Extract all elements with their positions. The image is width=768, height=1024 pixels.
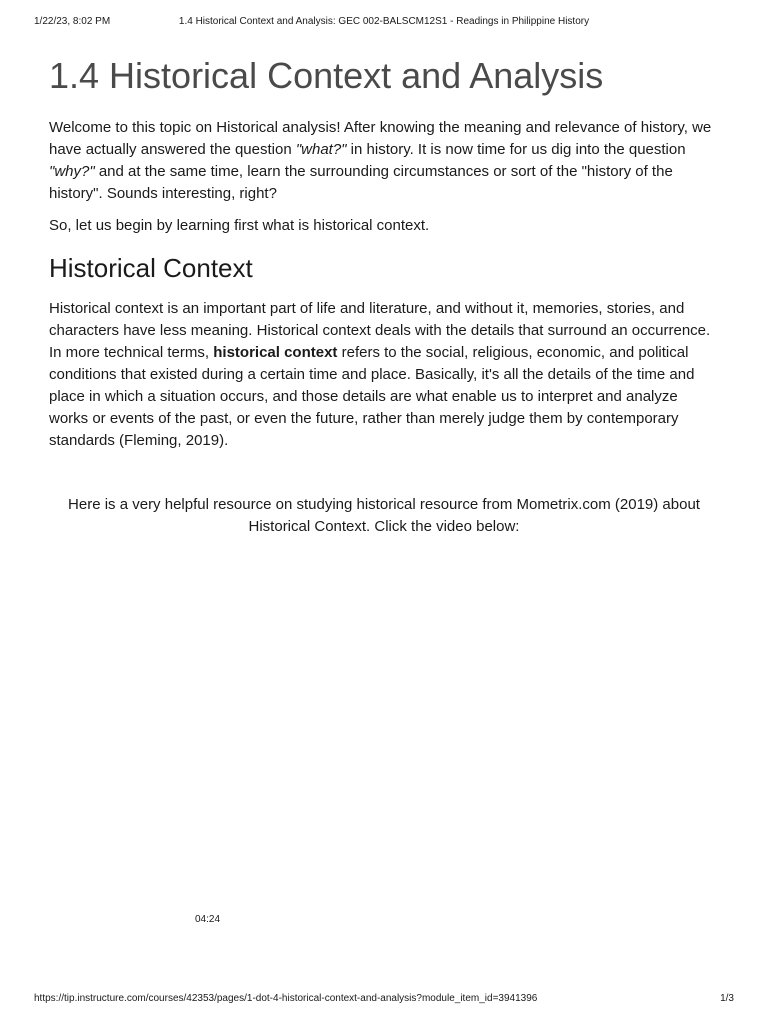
print-footer (34, 993, 734, 1009)
intro-text-3: and at the same time, learn the surrounding circumstances or sort of the "history of the history". Sounds interesting, right? (49, 163, 673, 202)
print-header (34, 16, 734, 32)
video-embed[interactable] (49, 548, 719, 938)
resource-text: Here is a very helpful resource on studying historical resource from Mometrix.com (2019) about Historical Context. Click the video below: (68, 496, 700, 535)
intro-why-emphasis: "why?" (49, 163, 95, 180)
print-document-title: 1.4 Historical Context and Analysis: GEC 002-BALSCM12S1 - Readings in Philippine History (178, 16, 590, 27)
print-page-indicator: 1/3 (720, 993, 734, 1004)
context-text-2: refers to the social, religious, economic, and political conditions that existed during a certain time and place. Basically, it's all the details of the time and place in which a situation occurs, and those details are what enable us to interpret and analyze works or events of the past, or even the future, rather than merely judge them by contemporary standards (Fleming, 2019). (49, 344, 695, 449)
page-title: 1.4 Historical Context and Analysis (49, 55, 604, 96)
video-duration: 04:24 (195, 914, 221, 925)
context-bold-term: historical context (213, 344, 338, 361)
intro-paragraph (49, 117, 719, 205)
print-datetime: 1/22/23, 8:02 PM (34, 16, 111, 27)
context-text-1: Historical context is an important part of life and literature, and without it, memories, stories, and characters have less meaning. Historical context deals with the details that surround an occurrence. In more technical terms, (49, 300, 711, 361)
resource-paragraph (49, 494, 719, 538)
section-heading-historical-context: Historical Context (49, 253, 253, 283)
print-url: https://tip.instructure.com/courses/42353/pages/1-dot-4-historical-context-and-analysis?module_item_id=3941396 (34, 993, 538, 1004)
begin-text: So, let us begin by learning first what is historical context. (49, 217, 430, 234)
begin-paragraph (49, 215, 719, 237)
intro-text-1: Welcome to this topic on Historical analysis! After knowing the meaning and relevance of history, we have actually answered the question (49, 119, 712, 158)
intro-text-2: in history. It is now time for us dig into the question (346, 141, 686, 158)
historical-context-paragraph (49, 298, 719, 452)
intro-what-emphasis: "what?" (295, 141, 347, 158)
